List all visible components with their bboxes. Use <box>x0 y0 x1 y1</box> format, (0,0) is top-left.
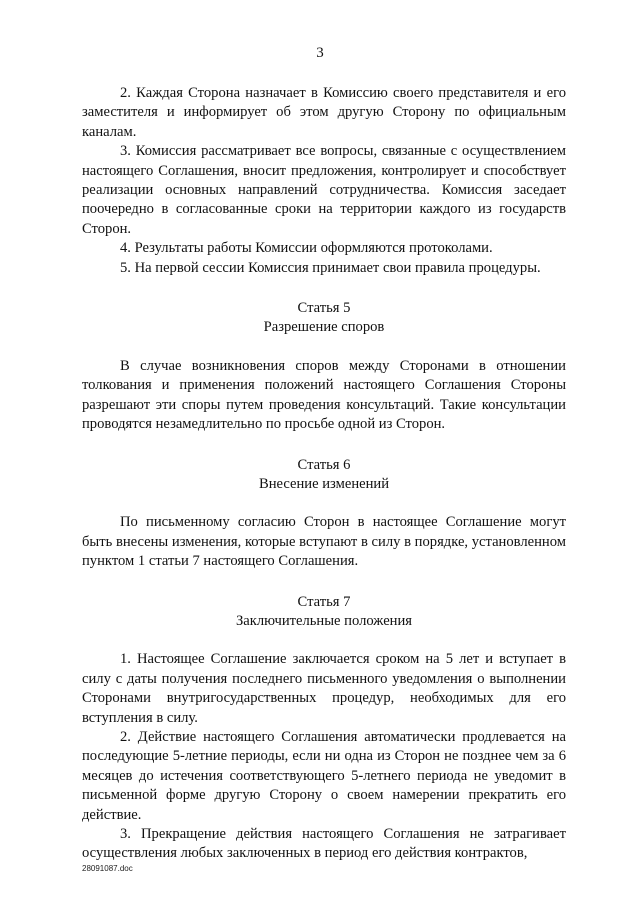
paragraph: 3. Прекращение действия настоящего Соглашения не затрагивает осуществления любых заключенных в период его действия контрактов, <box>82 826 566 862</box>
paragraph: 2. Каждая Сторона назначает в Комиссию своего представителя и его заместителя и информирует об этом другую Сторону по официальным каналам. <box>82 85 566 140</box>
article-number: Статья 6 <box>297 456 351 473</box>
article-title: Разрешение споров <box>263 319 385 336</box>
footer-filename: 28091087.doc <box>82 864 133 873</box>
article-7 <box>82 593 566 864</box>
paragraph: 4. Результаты работы Комиссии оформляются протоколами. <box>120 240 493 257</box>
paragraph: В случае возникновения споров между Сторонами в отношении толкования и применения положений настоящего Соглашения Стороны разрешают эти споры путем проведения консультаций. Такие консультации проводятся незамедлительно по просьбе одной из Сторон. <box>82 357 566 433</box>
article-number: Статья 7 <box>297 593 351 610</box>
paragraph: 1. Настоящее Соглашение заключается сроком на 5 лет и вступает в силу с даты получения последнего письменного уведомления о выполнении Сторонами внутригосударственных процедур, необходимых для его вступления в силу. <box>82 651 566 726</box>
paragraph: 5. На первой сессии Комиссия принимает свои правила процедуры. <box>120 259 541 276</box>
document-body <box>82 84 566 864</box>
intro-section <box>82 84 566 278</box>
article-title: Заключительные положения <box>235 612 413 629</box>
article-5 <box>82 299 566 434</box>
paragraph: 3. Комиссия рассматривает все вопросы, связанные с осуществлением настоящего Соглашения, вносит предложения, контролирует и способствует реализации основных направлений сотрудничества. Комиссия заседает поочередно в согласованные сроки на территории каждого из государств Сторон. <box>82 143 566 237</box>
article-title: Внесение изменений <box>258 475 390 492</box>
article-number: Статья 5 <box>297 300 351 317</box>
paragraph: 2. Действие настоящего Соглашения автоматически продлевается на последующие 5-летние периоды, если ни одна из Сторон не позднее чем за 6 месяцев до истечения соответствующего 5-летнего периода не уведомит в письменной форме другую Сторону о своем намерении прекратить его действие. <box>82 728 566 823</box>
paragraph: По письменному согласию Сторон в настоящее Соглашение могут быть внесены изменения, которые вступают в силу в порядке, установленном пунктом 1 статьи 7 настоящего Соглашения. <box>82 514 566 570</box>
article-6 <box>82 456 566 572</box>
page-number: 3 <box>316 45 324 61</box>
